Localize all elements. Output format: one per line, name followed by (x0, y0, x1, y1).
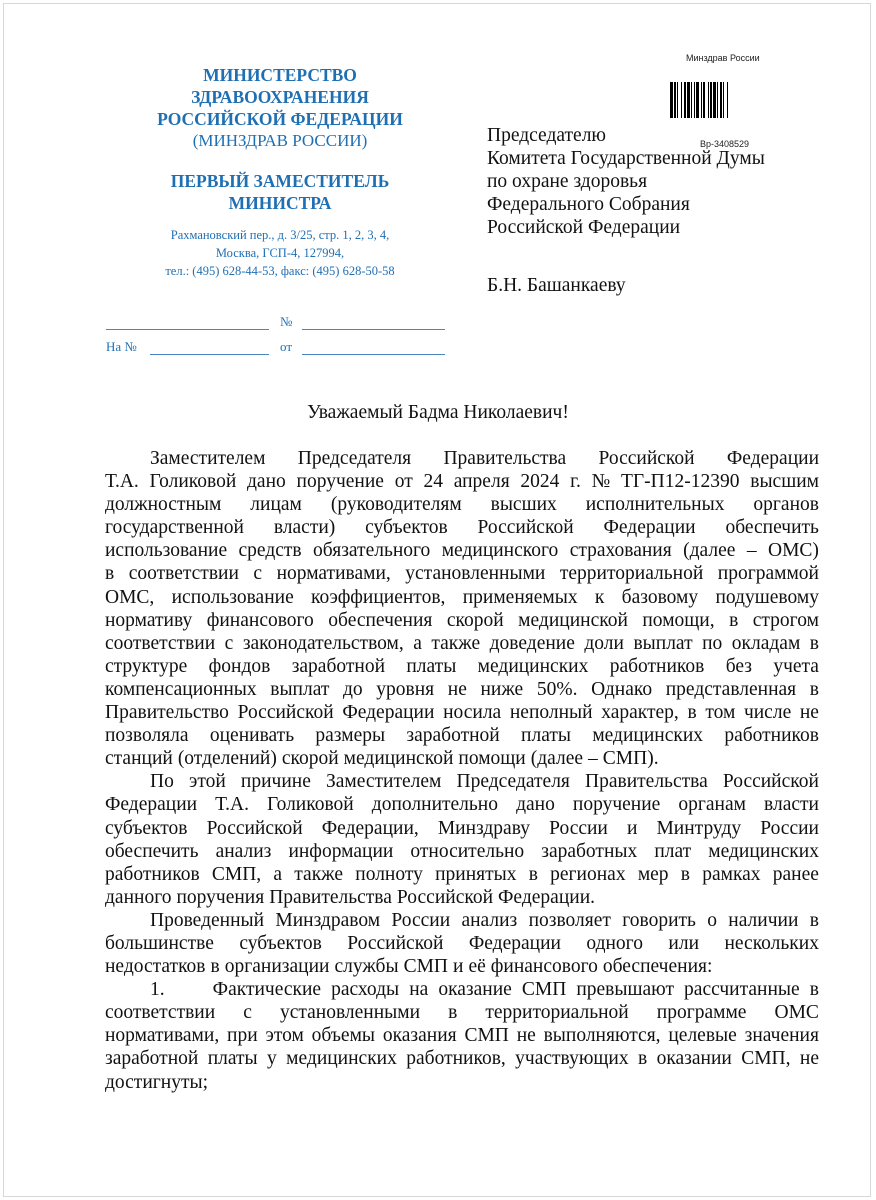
barcode-icon (670, 82, 782, 118)
body-line: соответствии с установленными в территориальной программе ОМС (105, 1002, 819, 1024)
addressee-block (487, 124, 765, 297)
addressee-line: Федерального Собрания (487, 194, 690, 215)
ref-number-label: На № (106, 339, 137, 354)
contacts: тел.: (495) 628-44-53, факс: (495) 628-50-58 (165, 264, 395, 278)
body-line: По этой причине Заместителем Председателя Правительства Российской (150, 771, 819, 793)
letter-body (105, 447, 819, 1094)
registration-number: Вр-3408529 (700, 139, 750, 149)
addressee-line (487, 239, 765, 262)
body-line: ОМС, использование коэффициентов, применяемых к базовому подушевому (105, 586, 819, 608)
body-line: 1. Фактические расходы на оказание СМП превышают рассчитанные в (150, 979, 819, 1001)
body-line: Проведенный Минздравом России анализ позволяет говорить о наличии в (150, 909, 819, 931)
greeting: Уважаемый Бадма Николаевич! (307, 402, 569, 423)
body-line: позволяла оценивать размеры заработной платы медицинских работников (105, 725, 819, 747)
position-title: ПЕРВЫЙ ЗАМЕСТИТЕЛЬ (170, 171, 390, 191)
body-line: данного поручения Правительства Российской Федерации. (105, 886, 595, 908)
body-line: Федерации Т.А. Голиковой дополнительно дано поручение органам власти (105, 794, 819, 816)
body-line: государственной власти) субъектов Российской Федерации обеспечить (105, 517, 819, 539)
addressee-line: по охране здоровья (487, 171, 648, 192)
body-line: недостатков в организации службы СМП и её финансового обеспечения: (105, 956, 713, 978)
address: Рахмановский пер., д. 3/25, стр. 1, 2, 3, 4, (170, 228, 390, 242)
ministry-name: ЗДРАВООХРАНЕНИЯ (191, 87, 369, 107)
body-line: достигнуты; (105, 1071, 208, 1093)
ministry-short-name: (МИНЗДРАВ РОССИИ) (192, 131, 368, 150)
body-line: большинстве субъектов Российской Федерации одного или нескольких (105, 932, 819, 954)
barcode-caption: Минздрав России (686, 53, 760, 63)
ref-date-field-line (302, 354, 445, 355)
body-line: работников СМП, а также полноту принятых в регионах мер в рамках ранее (105, 863, 819, 885)
number-field-line (302, 329, 445, 330)
body-line: Т.А. Голиковой дано поручение от 24 апреля 2024 г. № ТГ-П12-12390 высшим (105, 471, 819, 493)
position-title: МИНИСТРА (228, 193, 332, 213)
body-line: станций (отделений) скорой медицинской помощи (далее – СМП). (105, 748, 659, 770)
from-label: от (280, 339, 293, 354)
addressee-line: Б.Н. Башанкаеву (487, 275, 626, 296)
body-line: использование средств обязательного медицинского страхования (далее – ОМС) (105, 540, 819, 562)
ministry-name: МИНИСТЕРСТВО (203, 65, 357, 85)
body-line: Заместителем Председателя Правительства Российской Федерации (150, 448, 819, 469)
body-line: Правительство Российской Федерации носила неполный характер, в том числе не (105, 702, 819, 724)
addressee-line: Председателю (487, 125, 606, 146)
addressee-line: Комитета Государственной Думы (487, 148, 765, 169)
ministry-name: РОССИЙСКОЙ ФЕДЕРАЦИИ (157, 109, 403, 129)
barcode-bar (728, 82, 730, 118)
number-label: № (280, 314, 293, 329)
letterhead (130, 64, 430, 280)
body-line: компенсационных выплат до уровня не ниже 50%. Однако представленная в (105, 678, 819, 700)
body-line: должностным лицам (руководителям высших исполнительных органов (105, 494, 819, 516)
body-line: в соответствии с нормативами, установленными территориальной программой (105, 563, 819, 585)
address: Москва, ГСП-4, 127994, (215, 246, 345, 260)
body-line: нормативу финансового обеспечения скорой медицинской помощи, в строгом (105, 609, 819, 631)
addressee-line: Российской Федерации (487, 217, 681, 238)
date-field-line (106, 329, 269, 330)
body-line: субъектов Российской Федерации, Минздраву России и Минтруду России (105, 817, 819, 839)
body-line: соответствии с законодательством, а также доведение доли выплат по окладам в (105, 632, 819, 654)
ref-number-field-line (150, 354, 269, 355)
body-line: заработной платы у медицинских работников, участвующих в оказании СМП, не (105, 1048, 819, 1070)
body-line: нормативами, при этом объемы оказания СМП не выполняются, целевые значения (105, 1025, 819, 1047)
body-line: структуре фондов заработной платы медицинских работников без учета (105, 655, 819, 677)
body-line: обеспечить анализ информации относительно заработных плат медицинских (105, 840, 819, 862)
